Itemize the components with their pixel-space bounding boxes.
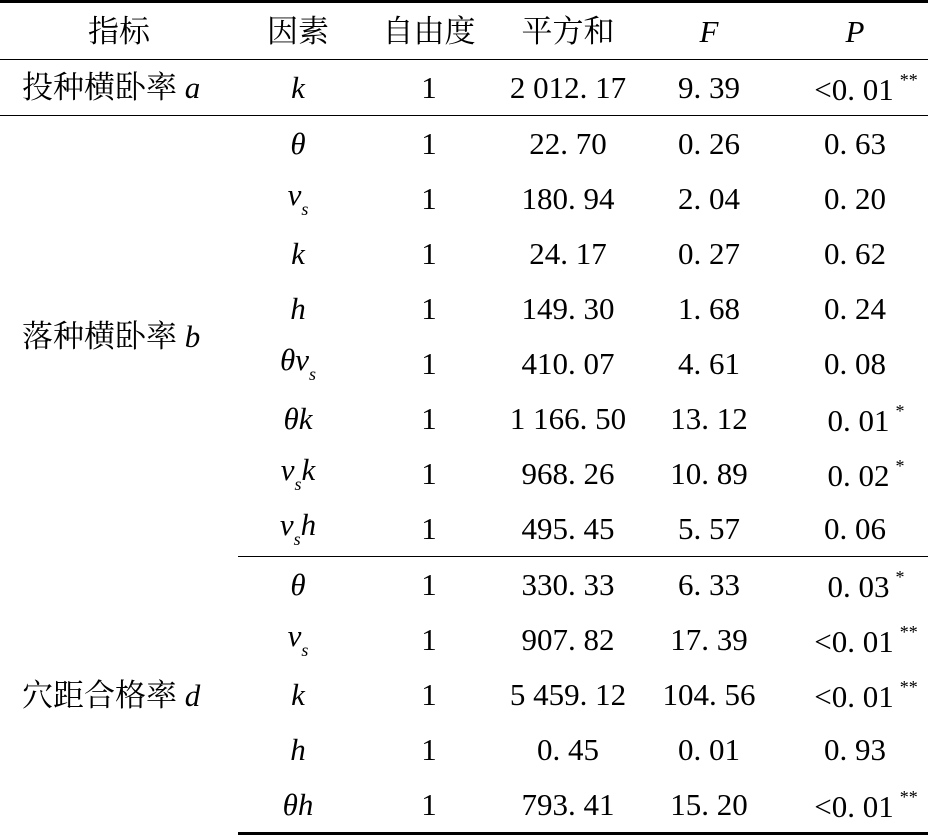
f-cell: 2. 04 <box>678 181 740 216</box>
factor-cell <box>238 722 358 777</box>
factor-main: h <box>290 291 306 326</box>
p-value: <0. 01 <box>814 623 894 659</box>
df-cell: 1 <box>421 401 437 436</box>
significance-mark: ** <box>899 786 918 807</box>
ss-cell: 24. 17 <box>529 236 607 271</box>
table-row <box>0 116 928 172</box>
index-label: 投种横卧率 <box>22 70 177 105</box>
index-cell <box>0 116 238 557</box>
factor-cell <box>238 612 358 667</box>
factor-main: k <box>291 677 305 712</box>
factor-main: θ <box>290 126 306 161</box>
index-var: b <box>184 318 201 354</box>
p-value: 0. 01 <box>827 402 890 438</box>
factor-cell <box>238 501 358 557</box>
f-cell: 0. 27 <box>678 236 740 271</box>
p-cell <box>782 226 928 281</box>
p-cell <box>782 171 928 226</box>
factor-cell <box>238 667 358 722</box>
p-value: 0. 63 <box>824 126 886 161</box>
ss-cell: 330. 33 <box>521 567 615 602</box>
df-cell: 1 <box>421 236 437 271</box>
index-var: d <box>184 677 201 713</box>
p-value: 0. 06 <box>824 511 886 546</box>
p-cell <box>782 722 928 777</box>
factor-cell <box>238 171 358 226</box>
p-cell <box>782 116 928 172</box>
significance-mark: ** <box>899 69 918 90</box>
index-cell <box>0 557 238 834</box>
ss-cell: 495. 45 <box>500 501 636 557</box>
df-cell: 1 <box>421 346 437 381</box>
df-cell: 1 <box>421 126 437 161</box>
f-cell: 17. 39 <box>670 622 748 657</box>
df-cell: 1 <box>421 291 437 326</box>
f-cell: 13. 12 <box>670 401 748 436</box>
p-value: 0. 20 <box>824 181 886 216</box>
p-cell <box>782 777 928 834</box>
p-value: <0. 01 <box>814 71 894 107</box>
factor-cell <box>238 60 358 116</box>
df-cell: 1 <box>421 456 437 491</box>
f-cell: 9. 39 <box>636 60 782 116</box>
factor-main: v <box>287 618 302 653</box>
factor-main: v <box>280 452 295 487</box>
p-cell <box>782 612 928 667</box>
header-f: F <box>636 2 782 60</box>
p-value: 0. 93 <box>824 732 886 767</box>
ss-cell: 22. 70 <box>529 126 607 161</box>
p-value: 0. 02 <box>827 457 890 493</box>
factor-main: k <box>291 236 305 271</box>
df-cell: 1 <box>358 501 500 557</box>
f-cell: 0. 01 <box>678 732 740 767</box>
header-df: 自由度 <box>358 2 500 60</box>
table-row <box>0 60 928 116</box>
ss-cell: 180. 94 <box>521 181 615 216</box>
group-0 <box>0 60 928 116</box>
df-cell: 1 <box>421 567 437 602</box>
factor-main: θv <box>279 342 309 377</box>
f-cell: 104. 56 <box>662 677 756 712</box>
f-cell: 5. 57 <box>636 501 782 557</box>
p-value: <0. 01 <box>814 678 894 714</box>
df-cell: 1 <box>358 60 500 116</box>
f-cell: 6. 33 <box>678 567 740 602</box>
p-cell <box>782 281 928 336</box>
factor-cell <box>238 116 358 172</box>
header-row <box>0 2 928 60</box>
factor-main: θh <box>282 787 314 822</box>
ss-cell: 149. 30 <box>521 291 615 326</box>
p-value: 0. 08 <box>824 346 886 381</box>
f-cell: 0. 26 <box>678 126 740 161</box>
index-var: a <box>184 70 201 105</box>
factor-sub: s <box>301 640 309 660</box>
factor-main: θ <box>290 567 306 602</box>
significance-mark: ** <box>899 621 918 642</box>
p-cell <box>782 60 928 116</box>
factor-main: k <box>291 70 305 105</box>
df-cell: 1 <box>421 181 437 216</box>
ss-cell: 968. 26 <box>521 456 615 491</box>
p-value: 0. 62 <box>824 236 886 271</box>
p-cell <box>782 391 928 446</box>
ss-cell: 1 166. 50 <box>509 401 627 436</box>
factor-main: v <box>287 177 302 212</box>
header-index: 指标 <box>0 2 238 60</box>
f-cell: 1. 68 <box>678 291 740 326</box>
factor-tail: h <box>300 507 317 542</box>
table-row <box>0 557 928 613</box>
f-cell: 4. 61 <box>678 346 740 381</box>
significance-mark: ** <box>899 676 918 697</box>
factor-tail: k <box>301 452 316 487</box>
factor-sub: s <box>301 199 309 219</box>
factor-cell <box>238 336 358 391</box>
factor-cell <box>238 226 358 281</box>
p-value: 0. 03 <box>827 568 890 604</box>
factor-main: h <box>290 732 306 767</box>
significance-mark: * <box>895 566 905 587</box>
ss-cell: 410. 07 <box>521 346 615 381</box>
p-value: <0. 01 <box>814 788 894 824</box>
factor-sub: s <box>308 364 316 384</box>
factor-sub: s <box>294 474 302 494</box>
group-2 <box>0 557 928 834</box>
factor-cell <box>238 281 358 336</box>
factor-main: v <box>279 507 294 542</box>
factor-cell <box>238 777 358 834</box>
factor-cell <box>238 557 358 613</box>
index-label: 穴距合格率 <box>22 677 177 713</box>
df-cell: 1 <box>358 777 500 834</box>
p-value: 0. 24 <box>824 291 886 326</box>
factor-cell <box>238 391 358 446</box>
df-cell: 1 <box>421 622 437 657</box>
ss-cell: 2 012. 17 <box>500 60 636 116</box>
ss-cell: 5 459. 12 <box>509 677 627 712</box>
significance-mark: * <box>895 400 905 421</box>
factor-cell <box>238 446 358 501</box>
header-p: P <box>782 2 928 60</box>
p-cell <box>782 446 928 501</box>
p-cell <box>782 667 928 722</box>
ss-cell: 907. 82 <box>521 622 615 657</box>
f-cell: 15. 20 <box>636 777 782 834</box>
index-label: 落种横卧率 <box>22 318 177 354</box>
significance-mark: * <box>895 455 905 476</box>
index-cell <box>0 60 238 116</box>
factor-sub: s <box>293 529 301 549</box>
f-cell: 10. 89 <box>670 456 748 491</box>
p-cell <box>782 557 928 613</box>
group-1 <box>0 116 928 557</box>
p-cell <box>782 336 928 391</box>
factor-main: θk <box>283 401 313 436</box>
header-ss: 平方和 <box>500 2 636 60</box>
df-cell: 1 <box>421 677 437 712</box>
p-cell <box>782 501 928 557</box>
ss-cell: 0. 45 <box>537 732 599 767</box>
header-factor: 因素 <box>238 2 358 60</box>
df-cell: 1 <box>421 732 437 767</box>
ss-cell: 793. 41 <box>500 777 636 834</box>
